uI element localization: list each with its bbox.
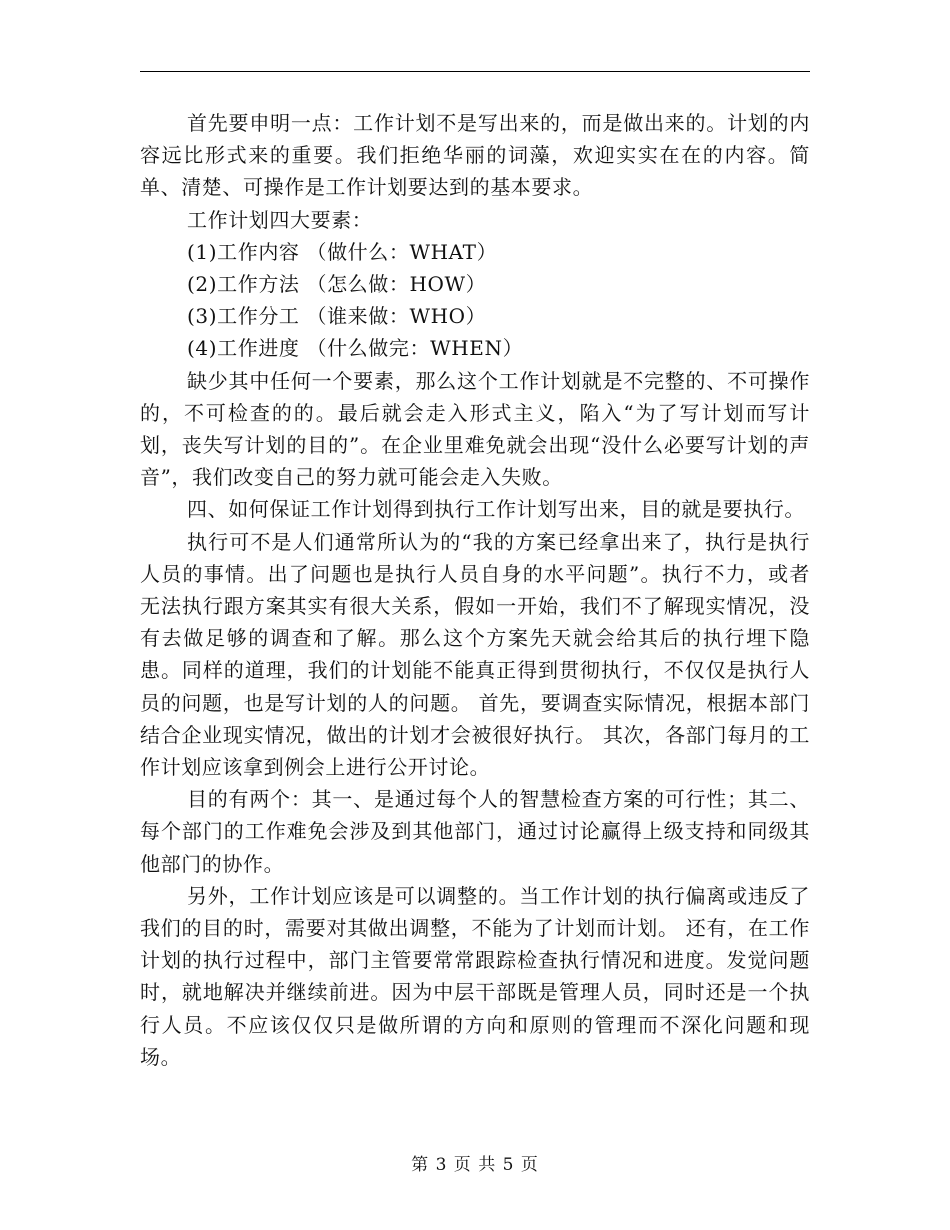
page-number-footer: 第 3 页 共 5 页 — [411, 1155, 539, 1175]
list-item-method: (2)工作方法 （怎么做：HOW） — [187, 272, 487, 297]
paragraph-adjustment: 另外，工作计划应该是可以调整的。当工作计划的执行偏离或违反了我们的目的时，需要对其做出调整，不能为了计划而计划。 还有，在工作计划的执行过程中，部门主管要常常跟踪检查执行情况和进度。发觉问题时，就地解决并继续前进。因为中层干部既是管理人员，同时还是一个执行人员。不应该仅仅只是做所谓的方向和原则的管理而不深化问题和现场。 — [140, 883, 810, 1069]
paragraph-purpose: 目的有两个：其一、是通过每个人的智慧检查方案的可行性；其二、每个部门的工作难免会涉及到其他部门，通过讨论赢得上级支持和同级其他部门的协作。 — [140, 787, 810, 876]
paragraph-elements-heading: 工作计划四大要素： — [187, 207, 373, 232]
paragraph-missing-elements: 缺少其中任何一个要素，那么这个工作计划就是不完整的、不可操作的，不可检查的的。最后就会走入形式主义，陷入“为了写计划而写计划，丧失写计划的目的”。在企业里难免就会出现“没什么必要写计划的声音”，我们改变自己的努力就可能会走入失败。 — [140, 368, 810, 490]
paragraph-section-four: 四、如何保证工作计划得到执行工作计划写出来，目的就是要执行。 — [187, 497, 805, 522]
list-item-schedule: (4)工作进度 （什么做完：WHEN） — [187, 336, 524, 361]
header-rule — [140, 71, 810, 72]
paragraph-execution: 执行可不是人们通常所认为的“我的方案已经拿出来了，执行是执行人员的事情。出了问题也是执行人员自身的水平问题”。执行不力，或者无法执行跟方案其实有很大关系，假如一开始，我们不了解现实情况，没有去做足够的调查和了解。那么这个方案先天就会给其后的执行埋下隐患。同样的道理，我们的计划能不能真正得到贯彻执行，不仅仅是执行人员的问题，也是写计划的人的问题。 首先，要调查实际情况，根据本部门结合企业现实情况，做出的计划才会被很好执行。 其次，各部门每月的工作计划应该拿到例会上进行公开讨论。 — [140, 529, 810, 780]
document-body — [140, 107, 810, 1073]
list-item-division: (3)工作分工 （谁来做：WHO） — [187, 304, 487, 329]
list-item-content: (1)工作内容 （做什么：WHAT） — [187, 239, 498, 264]
paragraph-intro: 首先要申明一点：工作计划不是写出来的，而是做出来的。计划的内容远比形式来的重要。我们拒绝华丽的词藻，欢迎实实在在的内容。简单、清楚、可操作是工作计划要达到的基本要求。 — [140, 111, 810, 200]
